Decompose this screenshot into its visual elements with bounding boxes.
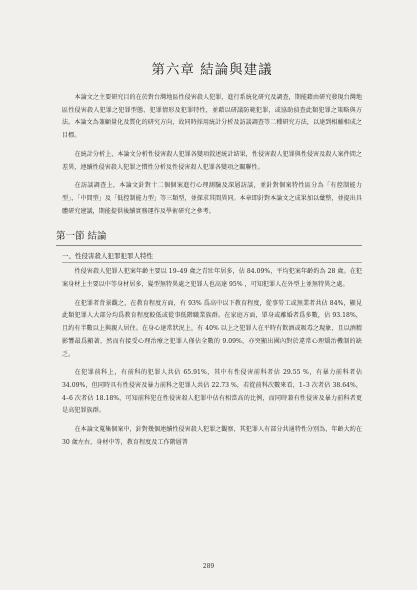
section-paragraph-4: 在本論文蒐集個案中，針對幾個連續性侵害殺人犯罪之觀察，其犯罪人有部分共通特性分別為，年齡大約在 30 歲左右，身材中等，教育程度及工作階層普 (62, 426, 362, 446)
subsection-title: 一、性侵害殺人犯罪犯罪人特性 (62, 251, 362, 263)
section-paragraph-1: 性侵害殺人犯罪人犯案年齡主要以 19–49 歲之青壯年居多，佔 84.09%，平均犯案年齡約為 28 歲。在犯案身材上主要以中等身材居多，髮型無特異處之犯罪人也高達 95% ，可知犯罪人在外型上並無特異之處。 (62, 268, 362, 289)
chapter-paragraph-1: 本論文之主要研究目的在於對台灣地區性侵害殺人犯罪，進行系統化研究及調查，期能藉由研究發現台灣地區性侵害殺人犯罪之犯罪型態、犯罪情形及犯罪特性，並藉以研議防範犯罪，或協助偵查此類犯罪之策略與方法。本論文為兼顧量化及質化的研究方向，故同時採用統計分析及訪談調查等二種研究方法，以達到相輔相成之目標。 (62, 94, 362, 140)
chapter-paragraph-3: 在訪談調查上，本論文針對十二個個案進行心理測驗及深層訪談，並針對個案特性區分為「有控制能力型」、「中間型」及「低控制能力型」等三類型，並探求其間異同。本章即針對本論文之成果加以彙整，並提出具體研究建議，期能提供後續實務運作及學術研究之參考。 (62, 182, 362, 215)
chapter-paragraph-2: 在統計分析上，本論文分析性侵害殺人犯罪各變項敘述統計結果，性侵害殺人犯罪與性侵害及殺人案件間之差異，連續性侵害殺人犯罪之慣性分析及性侵害殺人犯罪各變項之關聯性。 (62, 150, 362, 171)
section-paragraph-3: 在犯罪前科上，有前科的犯罪人共佔 65.91%，其中有性侵害前科者佔 29.55 %，有暴力前科者佔 34.09%，但同時具有性侵害及暴力前科之犯罪人共佔 22.73 %，若從前科次數來看，1–3 次者佔 38.64%，4–6 次者佔 18.18%，可知前科犯在性侵害殺人犯罪中佔有相當高的比例，而同時兼有性侵害及暴力前科者更是高犯罪族群。 (62, 369, 362, 415)
section-paragraph-2: 在犯罪者背景觀之，在教育程度方面，有 93% 爲高中以下教育程度，從事勞工或無業者共佔 84%，顯見此類犯罪人大部分均爲教育程度較低或從事低階職業族群。在家庭方面，單身或離婚者爲多數，佔 93.18%，且約有半數以上與親人居住。在身心達常狀況上，有 40% 以上之犯罪人在平時有飲酒或吸毒之現象，且以酒精影響最爲顯著，然而有接受心理治療之犯罪人僅佔全數的 9.09%，亦突顯出國內對於違常心理矯治機制的缺乏。 (62, 299, 362, 358)
section-title: 第一節 結論 (56, 228, 362, 246)
page-number: 289 (202, 563, 215, 570)
chapter-title: 第六章 結論與建議 (151, 62, 273, 78)
